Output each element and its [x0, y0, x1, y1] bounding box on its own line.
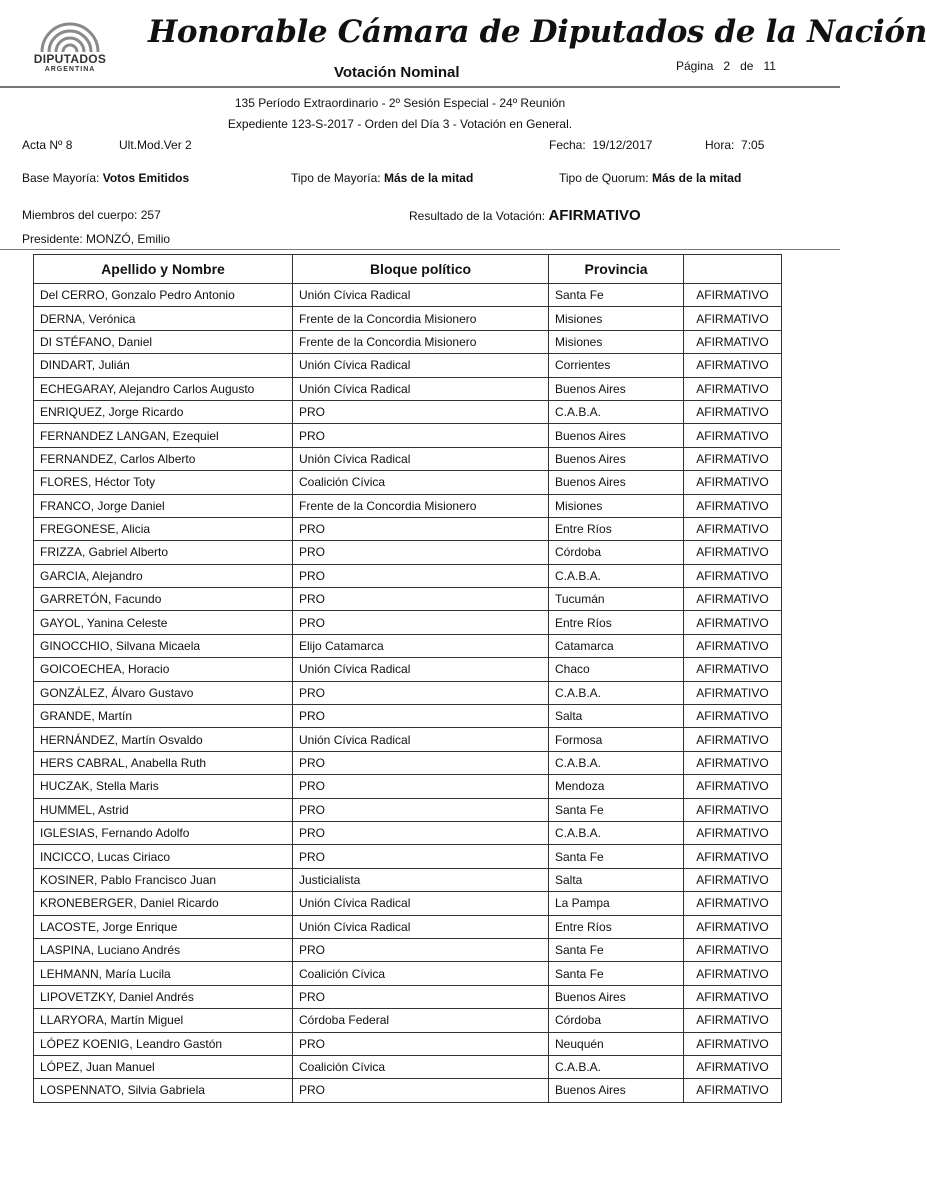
cell-nombre: LÓPEZ, Juan Manuel [34, 1055, 293, 1078]
chamber-logo-icon [38, 18, 102, 54]
cell-bloque: PRO [293, 798, 549, 821]
table-row [34, 681, 782, 704]
base-mayoria-value: Votos Emitidos [102, 171, 190, 185]
cell-bloque: Unión Cívica Radical [293, 284, 549, 307]
cell-voto: AFIRMATIVO [684, 307, 782, 330]
table-row [34, 400, 782, 423]
cell-voto: AFIRMATIVO [684, 541, 782, 564]
cell-bloque: PRO [293, 1079, 549, 1102]
cell-bloque: Unión Cívica Radical [293, 377, 549, 400]
cell-provincia: Buenos Aires [549, 447, 684, 470]
cell-bloque: PRO [293, 517, 549, 540]
table-row [34, 728, 782, 751]
cell-voto: AFIRMATIVO [684, 868, 782, 891]
cell-voto: AFIRMATIVO [684, 400, 782, 423]
cell-bloque: Unión Cívica Radical [293, 728, 549, 751]
table-row [34, 284, 782, 307]
cell-provincia: Misiones [549, 330, 684, 353]
cell-provincia: Chaco [549, 658, 684, 681]
cell-nombre: LLARYORA, Martín Miguel [34, 1009, 293, 1032]
tipo-mayoria-label: Tipo de Mayoría: [291, 171, 381, 185]
cell-provincia: Formosa [549, 728, 684, 751]
cell-voto: AFIRMATIVO [684, 611, 782, 634]
votes-table-body [34, 284, 782, 1103]
header-apellido-nombre: Apellido y Nombre [34, 255, 293, 284]
cell-voto: AFIRMATIVO [684, 588, 782, 611]
session-line-2: Expediente 123-S-2017 - Orden del Día 3 - Votación en General. [227, 117, 573, 131]
table-row [34, 354, 782, 377]
cell-voto: AFIRMATIVO [684, 564, 782, 587]
cell-bloque: Frente de la Concordia Misionero [293, 307, 549, 330]
table-row [34, 962, 782, 985]
time-label: Hora: [705, 138, 735, 152]
table-row [34, 1009, 782, 1032]
cell-voto: AFIRMATIVO [684, 471, 782, 494]
cell-nombre: HUCZAK, Stella Maris [34, 775, 293, 798]
cell-voto: AFIRMATIVO [684, 354, 782, 377]
table-row [34, 775, 782, 798]
cell-bloque: PRO [293, 775, 549, 798]
table-row [34, 821, 782, 844]
cell-voto: AFIRMATIVO [684, 845, 782, 868]
tipo-quorum [559, 171, 741, 185]
table-row [34, 1055, 782, 1078]
resultado-votacion [409, 207, 641, 224]
cell-bloque: Unión Cívica Radical [293, 447, 549, 470]
cell-voto: AFIRMATIVO [684, 330, 782, 353]
cell-nombre: HERNÁNDEZ, Martín Osvaldo [34, 728, 293, 751]
cell-bloque: PRO [293, 541, 549, 564]
date-value: 19/12/2017 [592, 138, 653, 152]
cell-bloque: PRO [293, 588, 549, 611]
cell-bloque: Córdoba Federal [293, 1009, 549, 1032]
page-indicator [676, 59, 776, 73]
table-row [34, 611, 782, 634]
cell-nombre: FERNANDEZ LANGAN, Ezequiel [34, 424, 293, 447]
header-bloque-politico: Bloque político [293, 255, 549, 284]
cell-nombre: LIPOVETZKY, Daniel Andrés [34, 985, 293, 1008]
tipo-quorum-value: Más de la mitad [651, 171, 742, 185]
table-row [34, 330, 782, 353]
cell-bloque: Elijo Catamarca [293, 634, 549, 657]
cell-bloque: Coalición Cívica [293, 962, 549, 985]
cell-bloque: PRO [293, 1032, 549, 1055]
cell-provincia: Entre Ríos [549, 915, 684, 938]
cell-bloque: Unión Cívica Radical [293, 915, 549, 938]
cell-nombre: LASPINA, Luciano Andrés [34, 938, 293, 961]
cell-provincia: Córdoba [549, 1009, 684, 1032]
cell-nombre: LÓPEZ KOENIG, Leandro Gastón [34, 1032, 293, 1055]
resultado-value: AFIRMATIVO [548, 207, 641, 224]
base-mayoria [22, 171, 189, 185]
cell-voto: AFIRMATIVO [684, 775, 782, 798]
cell-bloque: PRO [293, 751, 549, 774]
cell-provincia: Neuquén [549, 1032, 684, 1055]
cell-nombre: FRANCO, Jorge Daniel [34, 494, 293, 517]
cell-voto: AFIRMATIVO [684, 1055, 782, 1078]
table-row [34, 424, 782, 447]
table-row [34, 517, 782, 540]
cell-voto: AFIRMATIVO [684, 517, 782, 540]
cell-provincia: C.A.B.A. [549, 681, 684, 704]
cell-nombre: LACOSTE, Jorge Enrique [34, 915, 293, 938]
page-of: de [740, 59, 754, 73]
cell-voto: AFIRMATIVO [684, 705, 782, 728]
cell-provincia: Santa Fe [549, 284, 684, 307]
cell-provincia: C.A.B.A. [549, 751, 684, 774]
page-label: Página [676, 59, 714, 73]
table-row [34, 658, 782, 681]
header-provincia: Provincia [549, 255, 684, 284]
cell-nombre: FLORES, Héctor Toty [34, 471, 293, 494]
cell-provincia: Tucumán [549, 588, 684, 611]
document-title: Honorable Cámara de Diputados de la Nación [148, 14, 927, 50]
cell-bloque: PRO [293, 400, 549, 423]
tipo-quorum-label: Tipo de Quorum: [559, 171, 649, 185]
table-row [34, 705, 782, 728]
cell-bloque: PRO [293, 681, 549, 704]
cell-provincia: Mendoza [549, 775, 684, 798]
table-header-row [34, 255, 782, 284]
cell-voto: AFIRMATIVO [684, 962, 782, 985]
cell-bloque: PRO [293, 424, 549, 447]
cell-voto: AFIRMATIVO [684, 424, 782, 447]
cell-nombre: GARCIA, Alejandro [34, 564, 293, 587]
session-line-1: 135 Período Extraordinario - 2º Sesión Especial - 24º Reunión [234, 96, 566, 110]
cell-voto: AFIRMATIVO [684, 1009, 782, 1032]
cell-provincia: Misiones [549, 307, 684, 330]
cell-voto: AFIRMATIVO [684, 985, 782, 1008]
table-row [34, 1079, 782, 1102]
version-label: Ult.Mod.Ver 2 [119, 138, 192, 152]
cell-nombre: GINOCCHIO, Silvana Micaela [34, 634, 293, 657]
cell-nombre: KOSINER, Pablo Francisco Juan [34, 868, 293, 891]
presidente: Presidente: MONZÓ, Emilio [22, 232, 171, 246]
cell-voto: AFIRMATIVO [684, 447, 782, 470]
cell-provincia: C.A.B.A. [549, 564, 684, 587]
cell-nombre: ECHEGARAY, Alejandro Carlos Augusto [34, 377, 293, 400]
cell-provincia: Córdoba [549, 541, 684, 564]
cell-nombre: HUMMEL, Astrid [34, 798, 293, 821]
cell-bloque: PRO [293, 938, 549, 961]
time-field [705, 138, 764, 152]
cell-provincia: C.A.B.A. [549, 821, 684, 844]
table-row [34, 938, 782, 961]
table-row [34, 564, 782, 587]
tipo-mayoria-value: Más de la mitad [383, 171, 474, 185]
document-subtitle: Votación Nominal [334, 64, 460, 81]
cell-bloque: PRO [293, 845, 549, 868]
cell-nombre: GONZÁLEZ, Álvaro Gustavo [34, 681, 293, 704]
cell-bloque: Unión Cívica Radical [293, 892, 549, 915]
page-total: 11 [763, 59, 776, 73]
cell-provincia: Catamarca [549, 634, 684, 657]
cell-nombre: LOSPENNATO, Silvia Gabriela [34, 1079, 293, 1102]
cell-provincia: Salta [549, 705, 684, 728]
table-row [34, 541, 782, 564]
cell-provincia: Corrientes [549, 354, 684, 377]
cell-nombre: GARRETÓN, Facundo [34, 588, 293, 611]
meta-divider [0, 249, 840, 250]
table-row [34, 915, 782, 938]
cell-bloque: Frente de la Concordia Misionero [293, 494, 549, 517]
table-row [34, 798, 782, 821]
cell-provincia: Entre Ríos [549, 611, 684, 634]
cell-nombre: GOICOECHEA, Horacio [34, 658, 293, 681]
cell-provincia: Buenos Aires [549, 471, 684, 494]
date-label: Fecha: [549, 138, 586, 152]
acta-number: Acta Nº 8 [22, 138, 73, 152]
cell-nombre: Del CERRO, Gonzalo Pedro Antonio [34, 284, 293, 307]
cell-provincia: Salta [549, 868, 684, 891]
header-divider [0, 86, 840, 88]
table-row [34, 447, 782, 470]
cell-provincia: Buenos Aires [549, 985, 684, 1008]
cell-nombre: FRIZZA, Gabriel Alberto [34, 541, 293, 564]
cell-nombre: DI STÉFANO, Daniel [34, 330, 293, 353]
cell-voto: AFIRMATIVO [684, 1079, 782, 1102]
resultado-label: Resultado de la Votación: [409, 209, 546, 223]
cell-voto: AFIRMATIVO [684, 798, 782, 821]
time-value: 7:05 [741, 138, 765, 152]
cell-voto: AFIRMATIVO [684, 821, 782, 844]
cell-bloque: Frente de la Concordia Misionero [293, 330, 549, 353]
cell-provincia: Misiones [549, 494, 684, 517]
cell-bloque: Unión Cívica Radical [293, 354, 549, 377]
miembros-cuerpo: Miembros del cuerpo: 257 [22, 208, 161, 222]
table-row [34, 471, 782, 494]
cell-nombre: LEHMANN, María Lucila [34, 962, 293, 985]
cell-nombre: KRONEBERGER, Daniel Ricardo [34, 892, 293, 915]
cell-voto: AFIRMATIVO [684, 681, 782, 704]
table-row [34, 1032, 782, 1055]
cell-provincia: C.A.B.A. [549, 400, 684, 423]
table-row [34, 634, 782, 657]
cell-provincia: Entre Ríos [549, 517, 684, 540]
logo-subtext: ARGENTINA [44, 66, 96, 73]
table-row [34, 307, 782, 330]
cell-nombre: DERNA, Verónica [34, 307, 293, 330]
table-row [34, 892, 782, 915]
cell-voto: AFIRMATIVO [684, 634, 782, 657]
tipo-mayoria [291, 171, 473, 185]
cell-nombre: GRANDE, Martín [34, 705, 293, 728]
cell-voto: AFIRMATIVO [684, 938, 782, 961]
cell-provincia: Buenos Aires [549, 377, 684, 400]
table-row [34, 494, 782, 517]
cell-voto: AFIRMATIVO [684, 494, 782, 517]
date-field [549, 138, 652, 152]
cell-bloque: Justicialista [293, 868, 549, 891]
cell-provincia: Santa Fe [549, 845, 684, 868]
cell-voto: AFIRMATIVO [684, 284, 782, 307]
cell-provincia: Santa Fe [549, 798, 684, 821]
cell-nombre: DINDART, Julián [34, 354, 293, 377]
table-row [34, 751, 782, 774]
cell-bloque: Coalición Cívica [293, 1055, 549, 1078]
cell-nombre: ENRIQUEZ, Jorge Ricardo [34, 400, 293, 423]
cell-bloque: Unión Cívica Radical [293, 658, 549, 681]
table-row [34, 868, 782, 891]
cell-voto: AFIRMATIVO [684, 658, 782, 681]
cell-bloque: PRO [293, 705, 549, 728]
cell-nombre: FERNANDEZ, Carlos Alberto [34, 447, 293, 470]
cell-nombre: FREGONESE, Alicia [34, 517, 293, 540]
cell-voto: AFIRMATIVO [684, 915, 782, 938]
cell-provincia: Buenos Aires [549, 1079, 684, 1102]
cell-voto: AFIRMATIVO [684, 377, 782, 400]
cell-nombre: HERS CABRAL, Anabella Ruth [34, 751, 293, 774]
base-mayoria-label: Base Mayoría: [22, 171, 100, 185]
cell-voto: AFIRMATIVO [684, 728, 782, 751]
cell-voto: AFIRMATIVO [684, 892, 782, 915]
table-row [34, 985, 782, 1008]
cell-provincia: C.A.B.A. [549, 1055, 684, 1078]
table-row [34, 588, 782, 611]
cell-bloque: PRO [293, 985, 549, 1008]
page-current: 2 [723, 59, 731, 73]
cell-provincia: Buenos Aires [549, 424, 684, 447]
cell-voto: AFIRMATIVO [684, 751, 782, 774]
votes-table [33, 254, 782, 1103]
cell-voto: AFIRMATIVO [684, 1032, 782, 1055]
cell-bloque: PRO [293, 564, 549, 587]
table-row [34, 377, 782, 400]
logo-text: DIPUTADOS [33, 52, 107, 66]
header-voto [684, 255, 782, 284]
cell-nombre: IGLESIAS, Fernando Adolfo [34, 821, 293, 844]
cell-nombre: GAYOL, Yanina Celeste [34, 611, 293, 634]
cell-provincia: Santa Fe [549, 938, 684, 961]
cell-nombre: INCICCO, Lucas Ciriaco [34, 845, 293, 868]
cell-bloque: PRO [293, 821, 549, 844]
table-row [34, 845, 782, 868]
cell-bloque: PRO [293, 611, 549, 634]
cell-provincia: Santa Fe [549, 962, 684, 985]
cell-bloque: Coalición Cívica [293, 471, 549, 494]
cell-provincia: La Pampa [549, 892, 684, 915]
